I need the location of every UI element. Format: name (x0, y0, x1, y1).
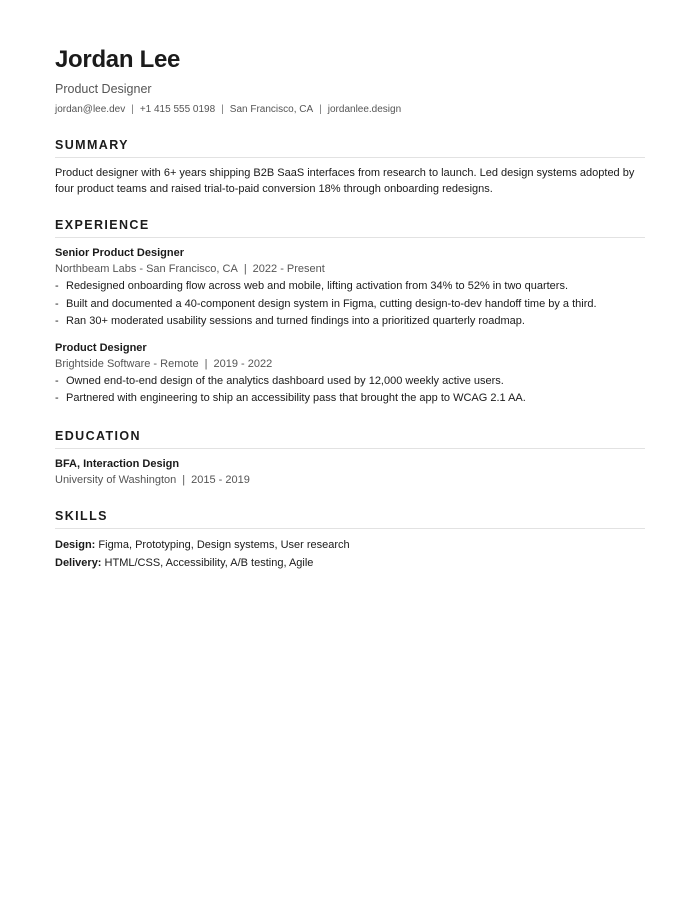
job-meta-separator: | (243, 263, 247, 275)
education-section (55, 428, 645, 488)
job-bullets (55, 278, 645, 331)
contact-location: San Francisco, CA (229, 104, 314, 115)
job-meta-separator: | (204, 357, 208, 370)
job-title: Product Designer (55, 341, 147, 354)
contact-website: jordanlee.design (327, 104, 402, 115)
education-meta (55, 472, 645, 488)
experience-section (55, 217, 645, 408)
bullet-marker: - (55, 374, 59, 387)
job-entry (55, 340, 645, 408)
job-bullet (55, 313, 645, 331)
job-company: Brightside Software - Remote (55, 357, 199, 370)
skills-section (55, 508, 645, 572)
education-degree: BFA, Interaction Design (55, 457, 180, 470)
skills-list (55, 536, 645, 572)
bullet-text: Redesigned onboarding flow across web and mobile, lifting activation from 34% to 52% in two quarters. (66, 280, 568, 292)
job-meta (55, 261, 645, 277)
education-entry (55, 456, 645, 488)
section-title-experience: EXPERIENCE (55, 217, 645, 238)
summary-text: Product designer with 6+ years shipping B2B SaaS interfaces from research to launch. Led design systems adopted by four product teams and raised trial-to-paid conversion 18% through onboarding redesigns. (55, 167, 635, 195)
candidate-role: Product Designer (55, 82, 152, 96)
contact-line (55, 103, 645, 117)
bullet-marker: - (55, 297, 59, 310)
skill-value: HTML/CSS, Accessibility, A/B testing, Agile (104, 556, 314, 569)
skill-value: Figma, Prototyping, Design systems, User research (98, 538, 350, 551)
bullet-marker: - (55, 315, 59, 327)
job-bullet (55, 390, 645, 408)
candidate-name: Jordan Lee (55, 46, 181, 73)
bullet-text: Ran 30+ moderated usability sessions and turned findings into a prioritized quarterly roadmap. (66, 315, 525, 327)
education-meta-separator: | (182, 473, 186, 486)
job-dates: 2022 - Present (252, 263, 325, 275)
skill-row-design (55, 536, 645, 554)
job-title: Senior Product Designer (55, 247, 184, 259)
skill-row-delivery (55, 554, 645, 572)
bullet-text: Partnered with engineering to ship an accessibility pass that brought the app to WCAG 2.1 AA. (66, 392, 526, 404)
section-title-skills: SKILLS (55, 508, 645, 529)
bullet-text: Owned end-to-end design of the analytics dashboard used by 12,000 weekly active users. (66, 374, 504, 387)
job-bullet (55, 373, 645, 391)
education-school: University of Washington (55, 473, 177, 486)
job-bullet (55, 278, 645, 296)
contact-separator: | (131, 104, 134, 115)
section-title-education: EDUCATION (55, 428, 645, 449)
job-bullets (55, 373, 645, 408)
skill-label: Design: (55, 538, 96, 551)
bullet-marker: - (55, 392, 59, 404)
contact-separator: | (221, 104, 224, 115)
summary-section (55, 137, 645, 197)
bullet-text: Built and documented a 40-component design system in Figma, cutting design-to-dev handoff time by a third. (66, 297, 597, 310)
job-company: Northbeam Labs - San Francisco, CA (55, 263, 238, 275)
education-dates: 2015 - 2019 (191, 473, 250, 486)
contact-separator: | (319, 104, 322, 115)
job-entry (55, 245, 645, 331)
job-meta (55, 356, 645, 372)
contact-phone: +1 415 555 0198 (139, 104, 216, 115)
job-dates: 2019 - 2022 (213, 357, 273, 370)
skill-label: Delivery: (55, 556, 102, 569)
resume-header (55, 44, 645, 117)
section-title-summary: SUMMARY (55, 137, 645, 158)
bullet-marker: - (55, 280, 59, 292)
job-bullet (55, 296, 645, 314)
contact-email: jordan@lee.dev (55, 104, 126, 115)
